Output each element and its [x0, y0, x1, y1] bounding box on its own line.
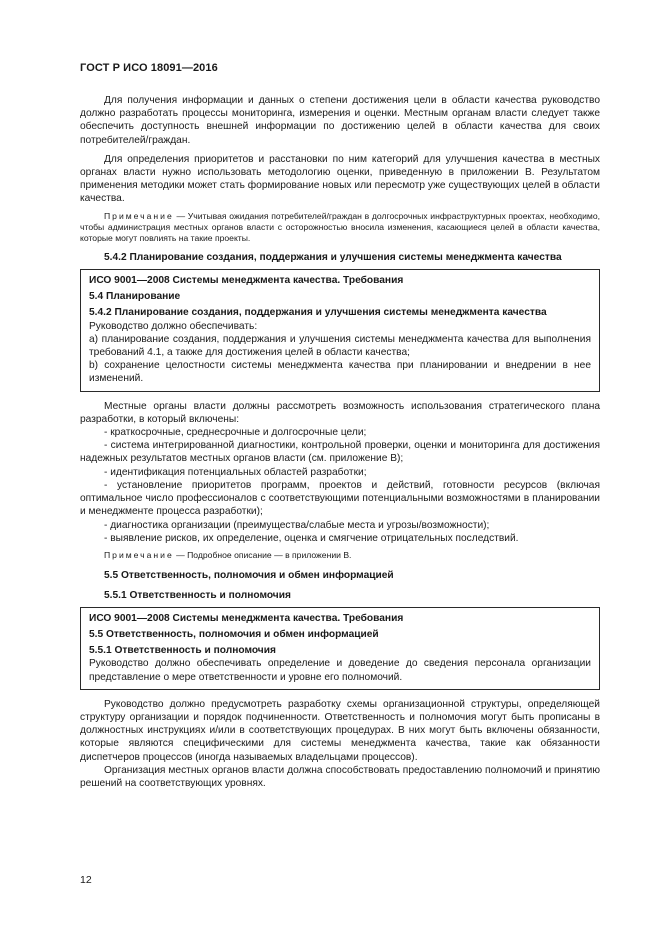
box-subsection-heading: 5.4.2 Планирование создания, поддержания и улучшения системы менеджмента качества: [89, 307, 547, 319]
list-item: - выявление рисков, их определение, оценка и смягчение отрицательных последствий.: [104, 532, 519, 544]
paragraph: Местные органы власти должны рассмотреть возможность использования стратегического плана разработки, в который включены:: [80, 400, 600, 425]
list-item: - краткосрочные, среднесрочные и долгосрочные цели;: [104, 427, 367, 439]
page-number: 12: [80, 874, 92, 886]
paragraph: Для получения информации и данных о степени достижения цели в области качества руководство должно разработать процессы мониторинга, измерения и оценки. Местным органам власти следует также обеспечить доступность внешней информации по достижению целей в области качества для своих потребителей/граждан.: [80, 95, 600, 146]
section-heading: 5.4.2 Планирование создания, поддержания и улучшения системы менеджмента качества: [104, 251, 562, 263]
note-text: — Учитывая ожидания потребителей/граждан в долгосрочных инфраструктурных проектах, необходимо, чтобы администрация местных органов власти с осторожностью вносила изменения, касающиеся целей в области качества, которые могут повлиять на такие проекты.: [80, 210, 600, 244]
note: [80, 550, 600, 561]
box-text: b) сохранение целостности системы менеджмента качества при планировании и внедрении в нее изменений.: [89, 360, 591, 385]
list-item: - идентификация потенциальных областей разработки;: [104, 466, 367, 478]
note: [80, 211, 600, 245]
note-label: Примечание: [104, 210, 174, 221]
box-section-heading: 5.4 Планирование: [89, 291, 181, 303]
document-code-header: ГОСТ Р ИСО 18091—2016: [80, 62, 218, 74]
list-item: - система интегрированной диагностики, контрольной проверки, оценки и мониторинга для достижения надежных результатов местных органов власти (см. приложение В);: [80, 440, 600, 465]
box-text: а) планирование создания, поддержания и улучшения системы менеджмента качества для выполнения требований 4.1, а также для достижения целей в области качества;: [89, 333, 591, 359]
box-subsection-heading: 5.5.1 Ответственность и полномочия: [89, 645, 276, 657]
quote-box-iso9001: [80, 269, 600, 392]
paragraph: Организация местных органов власти должна способствовать предоставлению полномочий и принятию решений на соответствующих уровнях.: [80, 764, 600, 789]
box-standard-title: ИСО 9001—2008 Системы менеджмента качества. Требования: [89, 612, 404, 624]
quote-box-iso9001: [80, 607, 600, 690]
section-heading: 5.5 Ответственность, полномочия и обмен информацией: [104, 570, 394, 582]
box-section-heading: 5.5 Ответственность, полномочия и обмен информацией: [89, 628, 379, 640]
note-label: Примечание: [104, 549, 174, 560]
paragraph: Для определения приоритетов и расстановки по ним категорий для улучшения качества в местных органах власти нужно использовать методологию оценки, приведенную в приложении В. Результатом применения методики может стать формирование новых или пересмотр уже существующих целей в области качества.: [80, 153, 600, 205]
document-body: [80, 94, 600, 790]
subsection-heading: 5.5.1 Ответственность и полномочия: [104, 589, 291, 601]
list-item: - диагностика организации (преимущества/слабые места и угрозы/возможности);: [104, 519, 490, 531]
box-standard-title: ИСО 9001—2008 Системы менеджмента качества. Требования: [89, 275, 404, 287]
paragraph: Руководство должно предусмотреть разработку схемы организационной структуры, определяющей структуру организации и порядок подчиненности. Ответственность и полномочия могут быть прописаны в должностных инструкциях и/или в соответствующих процедурах. В них могут быть включены обязанности, которые являются специфическими для системы менеджмента качества, такие как обязанности диспетчеров процессов (иногда называемых владельцами процессов).: [80, 698, 600, 763]
box-text: Руководство должно обеспечивать определение и доведение до сведения персонала организации представление о мере ответственности и уровне его полномочий.: [89, 658, 591, 683]
box-text: Руководство должно обеспечивать:: [89, 320, 258, 332]
note-text: — Подробное описание — в приложении В.: [173, 549, 352, 560]
list-item: - установление приоритетов программ, проектов и действий, готовности ресурсов (включая оптимальное число профессионалов с соответствующими потенциальными возможностями в планировании и менеджменте процесса разработки);: [80, 479, 600, 518]
